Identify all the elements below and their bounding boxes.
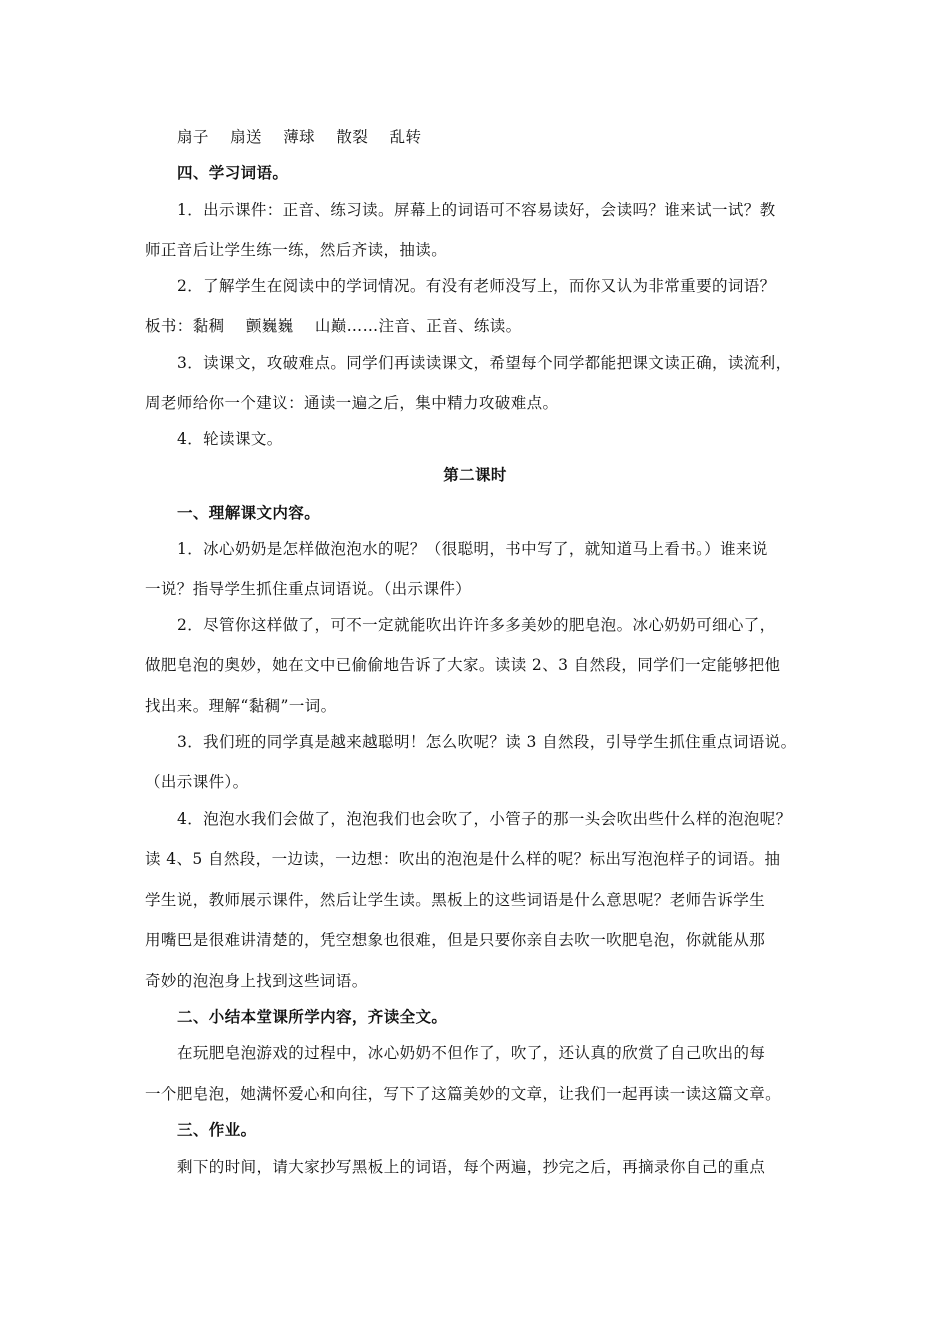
paragraph-line: 1．出示课件：正音、练习读。屏幕上的词语可不容易读好，会读吗？谁来试一试？教	[177, 201, 776, 219]
paragraph-line: 2．尽管你这样做了，可不一定就能吹出许许多多美妙的肥皂泡。冰心奶奶可细心了，	[177, 616, 776, 634]
word-2: 扇送	[230, 128, 262, 146]
paragraph-line: 用嘴巴是很难讲清楚的，凭空想象也很难，但是只要你亲自去吹一吹肥皂泡，你就能从那	[145, 931, 766, 949]
paragraph-line: 剩下的时间，请大家抄写黑板上的词语，每个两遍，抄完之后，再摘录你自己的重点	[177, 1158, 766, 1176]
paragraph-line: 周老师给你一个建议：通读一遍之后，集中精力攻破难点。	[145, 394, 559, 412]
section-heading-4: 四、学习词语。	[177, 163, 289, 182]
paragraph-line: 2．了解学生在阅读中的学词情况。有没有老师没写上，而你又认为非常重要的词语？	[177, 277, 776, 295]
paragraph-line: 找出来。理解“黏稠”一词。	[145, 697, 337, 715]
paragraph-line: 4．泡泡水我们会做了，泡泡我们也会吹了，小管子的那一头会吹出些什么样的泡泡呢？	[177, 810, 792, 828]
paragraph-line: 在玩肥皂泡游戏的过程中，冰心奶奶不但作了，吹了，还认真的欣赏了自己吹出的每	[177, 1044, 766, 1062]
blackboard-line	[145, 316, 825, 336]
blackboard-text-1: 板书：黏稠	[145, 317, 225, 335]
blackboard-text-2: 颤巍巍	[245, 317, 294, 335]
paragraph-line: 1．冰心奶奶是怎样做泡泡水的呢？（很聪明，书中写了，就知道马上看书。）谁来说	[177, 540, 768, 558]
word-5: 乱转	[389, 128, 422, 146]
paragraph-line: 做肥皂泡的奥妙，她在文中已偷偷地告诉了大家。读读 2、3 自然段，同学们一定能够把他	[145, 656, 781, 674]
lesson-title: 第二课时	[443, 465, 507, 484]
paragraph-line: （出示课件）。	[145, 773, 249, 791]
word-4: 散裂	[336, 128, 369, 146]
paragraph-line: 一个肥皂泡，她满怀爱心和向往，写下了这篇美妙的文章，让我们一起再读一读这篇文章。	[145, 1085, 782, 1103]
paragraph-line: 3．我们班的同学真是越来越聪明！怎么吹呢？读 3 自然段，引导学生抓住重点词语说。	[177, 733, 797, 751]
section-heading-3: 三、作业。	[177, 1120, 257, 1139]
section-heading-1: 一、理解课文内容。	[177, 503, 321, 522]
word-1: 扇子	[177, 128, 209, 146]
paragraph-line: 3．读课文，攻破难点。同学们再读读课文，希望每个同学都能把课文读正确，读流利，	[177, 354, 792, 372]
paragraph-line: 4．轮读课文。	[177, 430, 283, 448]
paragraph-line: 读 4、5 自然段，一边读，一边想：吹出的泡泡是什么样的呢？标出写泡泡样子的词语。抽	[145, 850, 781, 868]
paragraph-line: 一说？指导学生抓住重点词语说。（出示课件）	[145, 580, 472, 598]
paragraph-line: 学生说，教师展示课件，然后让学生读。黑板上的这些词语是什么意思呢？老师告诉学生	[145, 891, 766, 909]
section-heading-2: 二、小结本堂课所学内容，齐读全文。	[177, 1007, 448, 1026]
word-list-line	[177, 127, 857, 147]
paragraph-line: 奇妙的泡泡身上找到这些词语。	[145, 972, 368, 990]
paragraph-line: 师正音后让学生练一练，然后齐读，抽读。	[145, 241, 448, 259]
word-3: 薄球	[283, 128, 316, 146]
blackboard-text-3: 山巅……注音、正音、练读。	[314, 317, 522, 335]
